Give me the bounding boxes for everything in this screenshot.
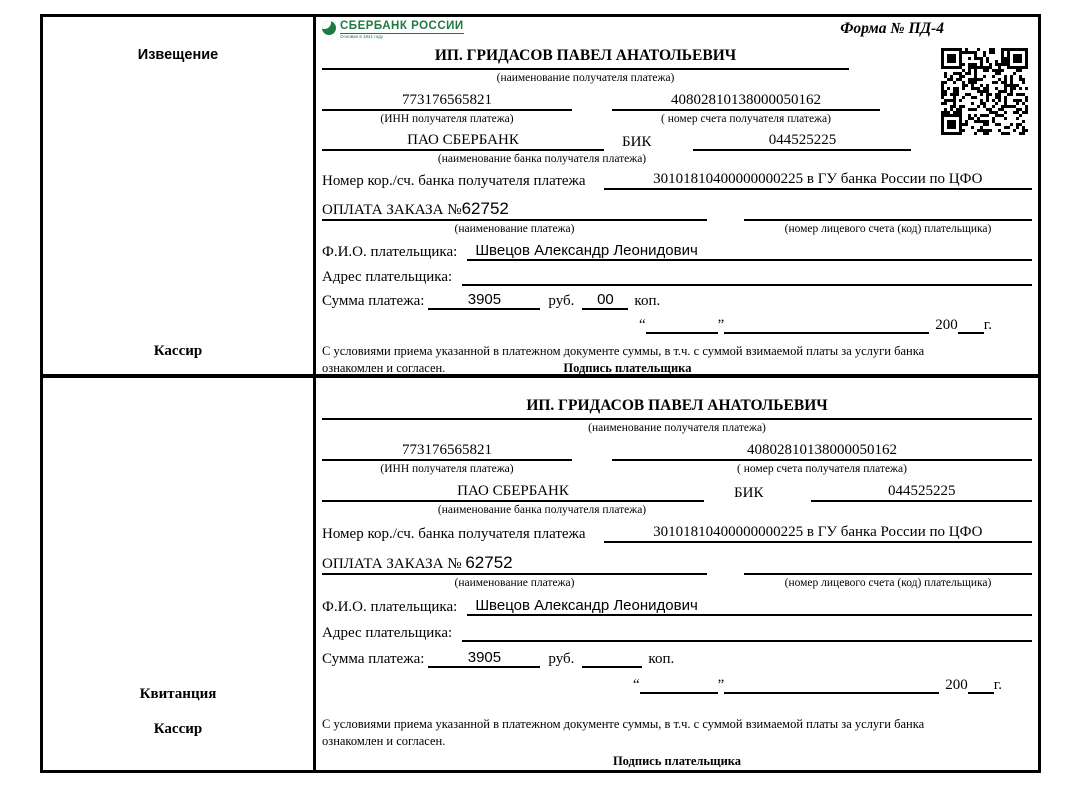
consent-text-line1: С условиями приема указанной в платежном документе суммы, в т.ч. с суммой взимаемой платы за услуги банка [322, 344, 925, 358]
order-number: 62752 [465, 553, 513, 572]
sberbank-logo-subtext: Основан в 1841 году [340, 34, 384, 39]
date-line [322, 676, 1002, 694]
date-line [322, 316, 992, 334]
sum-kop-value: 00 [582, 291, 628, 310]
personal-account-field [744, 555, 1032, 575]
quote-open: “ [632, 677, 640, 693]
bik-label: БИК [734, 485, 764, 501]
payer-name-label: Ф.И.О. плательщика: [322, 244, 458, 260]
payer-name-value: Швецов Александр Леонидович [467, 242, 1032, 261]
payment-caption: (наименование платежа) [454, 223, 575, 235]
sberbank-logo-text: СБЕРБАНК РОССИИ [340, 20, 464, 32]
corr-account-label: Номер кор./сч. банка получателя платежа [322, 526, 586, 542]
kop-label: коп. [634, 293, 661, 309]
rub-label: руб. [548, 651, 575, 667]
payer-address-value [462, 622, 1032, 642]
personal-account-field [744, 201, 1032, 221]
inn-caption: (ИНН получателя платежа) [380, 463, 514, 475]
sum-rub-value: 3905 [428, 649, 540, 668]
receipt-side-column [43, 378, 316, 770]
form-number: Форма № ПД-4 [840, 20, 944, 37]
notice-content [316, 17, 1038, 374]
payer-address-label: Адрес плательщика: [322, 269, 453, 285]
account-caption: ( номер счета получателя платежа) [737, 463, 907, 475]
notice-side-column [43, 17, 316, 374]
payer-address-label: Адрес плательщика: [322, 625, 453, 641]
receipt-title: Квитанция [139, 686, 217, 702]
inn-caption: (ИНН получателя платежа) [380, 113, 514, 125]
receipt-content [316, 378, 1038, 770]
year-field [968, 676, 994, 694]
payer-signature-label: Подпись плательщика [612, 753, 742, 768]
cashier-label: Кассир [153, 343, 203, 359]
recipient-name: ИП. ГРИДАСОВ ПАВЕЛ АНАТОЛЬЕВИЧ [322, 47, 849, 70]
cashier-label: Кассир [153, 721, 203, 737]
quote-close: ” [717, 317, 725, 333]
bank-name: ПАО СБЕРБАНК [322, 483, 704, 502]
consent-text-line2: ознакомлен и согласен. [322, 733, 446, 748]
consent-text-line2: ознакомлен и согласен. [322, 360, 446, 375]
recipient-caption: (наименование получателя платежа) [588, 422, 766, 434]
payer-name-value: Швецов Александр Леонидович [467, 597, 1032, 616]
bik-label: БИК [622, 134, 652, 150]
account-value: 40802810138000050162 [612, 442, 1032, 461]
inn-value: 773176565821 [322, 442, 572, 461]
sum-label: Сумма платежа: [322, 651, 425, 667]
payment-name-prefix: ОПЛАТА ЗАКАЗА № [322, 202, 462, 218]
inn-value: 773176565821 [322, 92, 572, 111]
year-suffix: г. [993, 677, 1002, 693]
account-caption: ( номер счета получателя платежа) [661, 113, 831, 125]
sberbank-logo [322, 20, 464, 39]
bank-caption: (наименование банка получателя платежа) [437, 153, 647, 165]
qr-code [941, 48, 1028, 135]
account-value: 40802810138000050162 [612, 92, 880, 111]
sum-label: Сумма платежа: [322, 293, 425, 309]
payer-address-value [462, 266, 1032, 286]
quote-open: “ [638, 317, 646, 333]
consent-text-line1: С условиями приема указанной в платежном документе суммы, в т.ч. с суммой взимаемой платы за услуги банка [322, 717, 925, 731]
consent-block [322, 343, 1032, 377]
date-day-field [640, 676, 718, 694]
personal-account-caption: (номер лицевого счета (код) плательщика) [784, 577, 992, 589]
bank-name: ПАО СБЕРБАНК [322, 132, 604, 151]
date-month-field [724, 316, 929, 334]
rub-label: руб. [548, 293, 575, 309]
bik-value: 044525225 [811, 483, 1032, 502]
payment-caption: (наименование платежа) [454, 577, 575, 589]
recipient-name: ИП. ГРИДАСОВ ПАВЕЛ АНАТОЛЬЕВИЧ [322, 397, 1032, 420]
payer-signature-label: Подпись плательщика [563, 360, 692, 375]
year-prefix: 200 [945, 677, 968, 693]
bank-caption: (наименование банка получателя платежа) [437, 504, 647, 516]
order-number: 62752 [461, 199, 509, 218]
form-border [40, 14, 1041, 773]
corr-account-label: Номер кор./сч. банка получателя платежа [322, 173, 586, 189]
kop-label: коп. [648, 651, 675, 667]
recipient-caption: (наименование получателя платежа) [496, 72, 675, 84]
sum-rub-value: 3905 [428, 291, 540, 310]
notice-section [43, 17, 1038, 378]
date-day-field [646, 316, 718, 334]
year-field [958, 316, 984, 334]
receipt-section [43, 378, 1038, 770]
payer-name-label: Ф.И.О. плательщика: [322, 599, 458, 615]
sum-kop-value [582, 648, 642, 668]
personal-account-caption: (номер лицевого счета (код) плательщика) [784, 223, 992, 235]
year-suffix: г. [983, 317, 992, 333]
notice-title: Извещение [137, 47, 219, 63]
sberbank-logo-icon [322, 21, 336, 35]
quote-close: ” [717, 677, 725, 693]
corr-account-value: 30101810400000000225 в ГУ банка России по ЦФО [604, 524, 1032, 543]
corr-account-value: 30101810400000000225 в ГУ банка России по ЦФО [604, 171, 1032, 190]
payment-name-prefix: ОПЛАТА ЗАКАЗА № [322, 556, 462, 572]
date-month-field [724, 676, 939, 694]
consent-block [322, 716, 1032, 770]
bik-value: 044525225 [693, 132, 911, 151]
year-prefix: 200 [935, 317, 958, 333]
